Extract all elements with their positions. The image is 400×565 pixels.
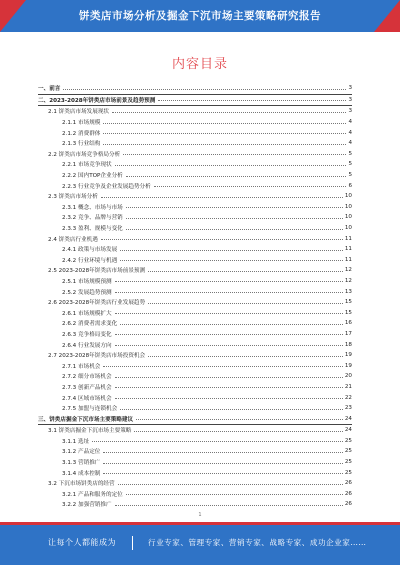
toc-entry-page: 3 — [348, 108, 352, 115]
footer-banner — [0, 522, 400, 565]
toc-entry[interactable] — [38, 180, 352, 191]
toc-entry-label: 2.1.1 市场规模 — [62, 120, 101, 127]
toc-dot-leader — [115, 398, 343, 399]
toc-dot-leader — [92, 441, 343, 442]
page-number: 1 — [198, 512, 202, 518]
toc-entry-label: 2.4.2 行业环境与机遇 — [62, 257, 118, 264]
toc-dot-leader — [103, 366, 342, 367]
toc-entry-label: 2.7.4 区域市场机会 — [62, 395, 112, 402]
toc-entry-page: 13 — [344, 288, 352, 295]
toc-entry-label: 2.3.3 盈利、规模与变化 — [62, 226, 123, 233]
toc-entry[interactable] — [38, 499, 352, 510]
toc-entry-page: 10 — [344, 193, 352, 200]
toc-entry[interactable] — [38, 436, 352, 447]
table-of-contents — [38, 83, 352, 510]
toc-entry-label: 一、前言 — [38, 86, 61, 93]
toc-entry-label: 3.1.2 产品定位 — [62, 449, 101, 456]
toc-dot-leader — [115, 165, 347, 166]
footer-slogan: 让每个人都能成为 — [48, 538, 116, 547]
toc-entry-label: 3.2.1 产品和服务的定位 — [62, 491, 123, 498]
toc-entry[interactable] — [38, 149, 352, 160]
toc-entry-label: 3.2.2 加强营销推广 — [62, 502, 112, 509]
toc-entry-page: 3 — [348, 96, 352, 103]
toc-entry[interactable] — [38, 255, 352, 266]
toc-dot-leader — [148, 271, 343, 272]
toc-entry-page: 22 — [344, 394, 352, 401]
toc-entry-page: 25 — [344, 448, 352, 455]
toc-entry[interactable] — [38, 392, 352, 403]
toc-entry[interactable] — [38, 106, 352, 117]
toc-dot-leader — [118, 484, 343, 485]
toc-entry-label: 2.4 饼类店行业机遇 — [48, 236, 98, 243]
toc-dot-leader — [136, 419, 343, 420]
toc-entry-page: 12 — [344, 277, 352, 284]
toc-entry[interactable] — [38, 117, 352, 128]
toc-entry-page: 21 — [344, 383, 352, 390]
toc-dot-leader — [103, 144, 346, 145]
toc-entry-label: 2.6.2 消费者需求变化 — [62, 321, 118, 328]
toc-entry-page: 4 — [348, 129, 352, 136]
toc-dot-leader — [120, 250, 343, 251]
toc-entry-label: 2.7.1 市场机会 — [62, 363, 101, 370]
toc-entry-label: 2.2.2 国内TOP企业分析 — [62, 173, 123, 180]
toc-entry-label: 2.6 2023-2028年饼类店行业发展趋势 — [48, 300, 146, 307]
toc-entry[interactable] — [38, 329, 352, 340]
toc-entry[interactable] — [38, 403, 352, 414]
toc-entry[interactable] — [38, 244, 352, 255]
toc-entry-page: 24 — [344, 415, 352, 422]
toc-entry[interactable] — [38, 307, 352, 318]
toc-entry[interactable] — [38, 446, 352, 457]
toc-entry-page: 11 — [344, 246, 352, 253]
footer-divider — [132, 536, 133, 550]
toc-entry[interactable] — [38, 286, 352, 297]
toc-dot-leader — [101, 197, 343, 198]
toc-entry-label: 2.5.1 市场规模预测 — [62, 278, 112, 285]
toc-entry-page: 10 — [344, 203, 352, 210]
toc-entry[interactable] — [38, 425, 352, 436]
toc-entry-label: 2.7 2023-2028年饼类店市场投资机会 — [48, 353, 146, 360]
toc-entry[interactable] — [38, 127, 352, 138]
toc-entry[interactable] — [38, 202, 352, 213]
toc-entry-page: 20 — [344, 373, 352, 380]
toc-entry-label: 2.5.2 发展趋势预测 — [62, 289, 112, 296]
toc-entry-page: 15 — [344, 299, 352, 306]
footer-red-line — [0, 522, 400, 525]
toc-entry-label: 3.1.4 成本控制 — [62, 470, 101, 477]
toc-dot-leader — [112, 112, 346, 113]
toc-entry[interactable] — [38, 265, 352, 276]
toc-dot-leader — [148, 303, 343, 304]
toc-entry-page: 10 — [344, 214, 352, 221]
toc-entry-label: 2.7.2 细分市场机会 — [62, 374, 112, 381]
toc-dot-leader — [120, 409, 343, 410]
toc-entry-label: 2.2.1 市场竞争现状 — [62, 162, 112, 169]
toc-entry-label: 2.1.3 行业结构 — [62, 141, 101, 148]
toc-dot-leader — [126, 494, 343, 495]
toc-entry-page: 12 — [344, 267, 352, 274]
toc-entry[interactable] — [38, 467, 352, 478]
toc-entry-page: 17 — [344, 330, 352, 337]
toc-dot-leader — [115, 505, 343, 506]
toc-dot-leader — [63, 89, 346, 90]
toc-entry-label: 2.1 饼类店市场发展现状 — [48, 109, 110, 116]
toc-entry-page: 25 — [344, 459, 352, 466]
toc-entry-page: 11 — [344, 235, 352, 242]
toc-entry-label: 2.1.2 消费群体 — [62, 130, 101, 137]
toc-dot-leader — [103, 452, 342, 453]
toc-dot-leader — [120, 260, 343, 261]
toc-entry-page: 26 — [344, 480, 352, 487]
toc-entry-page: 5 — [348, 172, 352, 179]
toc-entry[interactable] — [38, 371, 352, 382]
toc-entry-page: 18 — [344, 341, 352, 348]
toc-entry-label: 三、饼类店掘金下沉市场主要策略建议 — [38, 416, 134, 423]
toc-entry[interactable] — [38, 159, 352, 170]
toc-entry-page: 4 — [348, 119, 352, 126]
toc-entry[interactable] — [38, 191, 352, 202]
toc-dot-leader — [158, 100, 346, 101]
toc-dot-leader — [101, 239, 343, 240]
toc-dot-leader — [134, 431, 342, 432]
toc-entry-label: 2.6.1 市场规模扩大 — [62, 310, 112, 317]
toc-entry[interactable] — [38, 83, 352, 95]
toc-entry[interactable] — [38, 350, 352, 361]
toc-entry[interactable] — [38, 223, 352, 234]
toc-entry-page: 23 — [344, 405, 352, 412]
toc-entry[interactable] — [38, 413, 352, 425]
toc-entry-label: 3.2 下沉市场饼类店的经营 — [48, 481, 115, 488]
toc-entry-label: 2.3.2 竞争、品牌与营销 — [62, 215, 123, 222]
toc-entry-page: 15 — [344, 309, 352, 316]
toc-entry-label: 2.6.4 行业发展方向 — [62, 342, 112, 349]
toc-entry-page: 16 — [344, 320, 352, 327]
toc-entry-page: 5 — [348, 150, 352, 157]
toc-entry-label: 2.2.3 行业竞争及企业发展趋势分析 — [62, 183, 151, 190]
toc-dot-leader — [123, 154, 346, 155]
toc-entry-label: 2.6.3 竞争格局变化 — [62, 331, 112, 338]
toc-dot-leader — [126, 207, 343, 208]
toc-dot-leader — [154, 186, 347, 187]
toc-dot-leader — [103, 463, 342, 464]
toc-entry-label: 2.5 2023-2028年饼类店市场前景预测 — [48, 268, 146, 275]
footer-tagline: 行业专家、管理专家、营销专家、战略专家、成功企业家…… — [148, 538, 367, 547]
toc-dot-leader — [126, 176, 347, 177]
toc-dot-leader — [115, 313, 343, 314]
toc-entry[interactable] — [38, 170, 352, 181]
toc-dot-leader — [115, 281, 343, 282]
toc-entry[interactable] — [38, 457, 352, 468]
toc-dot-leader — [126, 218, 343, 219]
toc-entry-page: 26 — [344, 501, 352, 508]
toc-dot-leader — [148, 356, 343, 357]
toc-entry[interactable] — [38, 382, 352, 393]
toc-entry-page: 6 — [348, 182, 352, 189]
toc-entry-label: 2.2 饼类店市场竞争格局分析 — [48, 151, 121, 158]
toc-entry-label: 3.1.1 选址 — [62, 438, 90, 445]
toc-dot-leader — [103, 133, 346, 134]
toc-entry[interactable] — [38, 339, 352, 350]
toc-entry[interactable] — [38, 276, 352, 287]
toc-dot-leader — [115, 292, 343, 293]
toc-entry[interactable] — [38, 478, 352, 489]
toc-entry-label: 2.7.3 创新产品机会 — [62, 384, 112, 391]
toc-entry-label: 2.7.5 加盟与连锁机会 — [62, 406, 118, 413]
toc-entry-page: 4 — [348, 140, 352, 147]
toc-dot-leader — [115, 334, 343, 335]
toc-dot-leader — [115, 377, 343, 378]
toc-entry[interactable] — [38, 318, 352, 329]
toc-entry-label: 2.3.1 概念、市场与市场 — [62, 204, 123, 211]
header-banner — [0, 0, 400, 32]
toc-entry[interactable] — [38, 233, 352, 244]
toc-entry-label: 2.4.1 政策与市场发展 — [62, 247, 118, 254]
toc-entry-page: 3 — [348, 85, 352, 92]
toc-entry-page: 24 — [344, 427, 352, 434]
toc-entry[interactable] — [38, 138, 352, 149]
toc-dot-leader — [103, 473, 342, 474]
toc-dot-leader — [115, 345, 343, 346]
toc-entry-label: 二、2023-2028年饼类店市场前景及趋势预测 — [38, 97, 156, 104]
toc-dot-leader — [126, 229, 343, 230]
toc-entry-page: 19 — [344, 362, 352, 369]
toc-entry[interactable] — [38, 297, 352, 308]
report-title: 饼类店市场分析及掘金下沉市场主要策略研究报告 — [79, 10, 321, 22]
toc-entry-page: 19 — [344, 352, 352, 359]
toc-entry-label: 2.3 饼类店市场分析 — [48, 194, 98, 201]
toc-entry-page: 10 — [344, 225, 352, 232]
toc-entry-label: 3.1 饼类店掘金下沉市场主要策略 — [48, 428, 132, 435]
toc-entry-page: 11 — [344, 256, 352, 263]
toc-dot-leader — [120, 324, 343, 325]
toc-entry-page: 25 — [344, 437, 352, 444]
toc-entry[interactable] — [38, 489, 352, 500]
toc-entry[interactable] — [38, 212, 352, 223]
toc-entry-page: 5 — [348, 161, 352, 168]
toc-entry[interactable] — [38, 360, 352, 371]
toc-dot-leader — [103, 123, 346, 124]
toc-entry[interactable] — [38, 95, 352, 107]
toc-heading: 内容目录 — [171, 57, 228, 72]
toc-entry-page: 25 — [344, 469, 352, 476]
toc-entry-label: 3.1.3 营销推广 — [62, 460, 101, 467]
toc-entry-page: 26 — [344, 490, 352, 497]
toc-dot-leader — [115, 387, 343, 388]
